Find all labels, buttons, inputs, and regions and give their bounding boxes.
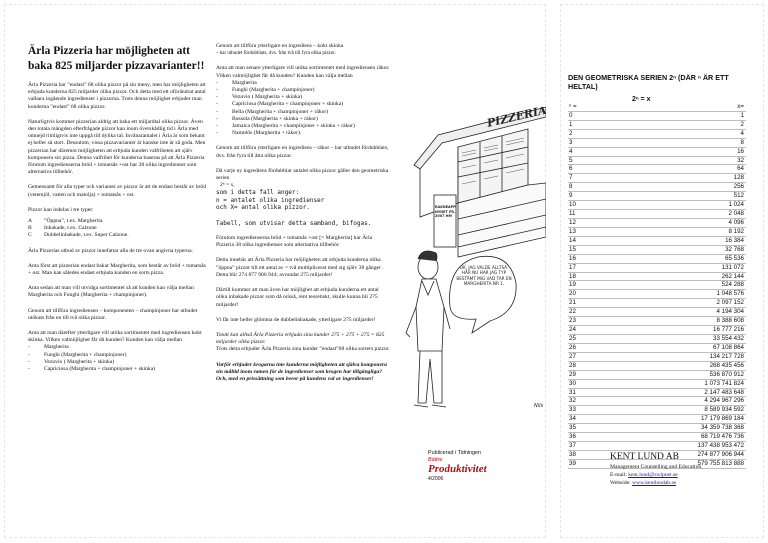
article-title: Ärla Pizzeria har möjligheten att baka 825 miljarder pizzavarianter!! (28, 45, 205, 72)
table-row (568, 353, 746, 362)
table-row (568, 183, 746, 192)
cell-n: 22 (569, 308, 576, 316)
table-row (568, 192, 746, 201)
cell-n: 35 (569, 424, 576, 432)
cell-x: 579 755 813 888 (697, 459, 744, 467)
type-key: C (28, 232, 32, 239)
cell-n: 33 (569, 406, 576, 414)
mono-line-4: Tabell, som utvisar detta samband, bifogas. (216, 219, 372, 227)
col2-p2: Anta att man senare ytterligare vill utöka sortimentet med ingrediensen räkor. Vilken valmöjlighet får då kunden? Kunden kan välja mellan (216, 65, 390, 79)
cell-n: 12 (569, 218, 576, 226)
email-link[interactable]: kent.lund@swipnet.se (628, 472, 678, 478)
cell-n: 31 (569, 388, 576, 396)
table-row (568, 174, 746, 183)
pizza-list-item: - Capriciosa (Margherita + champinjoner + skinka) (216, 101, 391, 108)
cell-x: 268 435 456 (709, 361, 744, 369)
table-row (568, 326, 746, 335)
web-label: Webside: (610, 480, 631, 486)
pub-line-4: 4/2006 (428, 476, 444, 482)
type-key: A (28, 218, 33, 225)
table-row (568, 424, 746, 433)
cell-x: 34 359 738 368 (700, 424, 744, 432)
intro-paragraph: Ärla Pizzeria har ”endast” 68 olika pizzor på sin meny, men har möjligheten att erbjuda kunderna 825 miljarder olika pizzor. Och detta med ett oförändrat antal valbara ingående ingredienser i pizzorna. Trots denna möjlighet erbjuder man kunderna ”endast” 68 olika pizzor. (28, 82, 206, 110)
mono-line-3: och X= antal olika pizzor. (216, 204, 310, 212)
pub-line-1: Publicerad i Tidningen (428, 450, 482, 456)
cell-n: 37 (569, 442, 576, 450)
pub-line-3: Produktivitet (428, 463, 487, 475)
table-row (568, 442, 746, 451)
table-row (568, 264, 746, 273)
cell-x: 524 288 (721, 281, 744, 289)
cell-n: 34 (569, 415, 576, 423)
cell-x: 256 (733, 183, 744, 191)
table-row (568, 371, 746, 380)
pizza-list-item: - Margherita (216, 80, 391, 87)
company-name: KENT LUND AB (610, 452, 679, 462)
speech-bubble-text: OK, JAG VALDE ALLTSÅ. HÄR NU HAR JAG TYP BESTÄMT MIG VAD TAR EN MARGHERITA NR 1. (456, 265, 512, 287)
table-row (568, 121, 746, 130)
cell-x: 4 194 304 (716, 308, 744, 316)
cell-x: 8 (740, 138, 744, 146)
col2-p9: Totalt kan alltså Ärla Pizzeria erbjuda sina kunder 275 + 275 + 275 = 825 miljarder olika pizzor. (216, 331, 385, 346)
col2-p8: Vi får inte heller glömma de dubbelinbakade, ytterligare 275 miljarder! (216, 316, 376, 323)
cell-n: 29 (569, 370, 576, 378)
cell-n: 5 (569, 156, 573, 164)
table-row (568, 246, 746, 255)
company-block (610, 451, 760, 487)
table-row (568, 228, 746, 237)
type-key: B (28, 225, 32, 232)
pizza-list-item: - Funghi (Margherita + champinjoner) (216, 87, 391, 94)
cell-x: 16 777 216 (713, 326, 744, 334)
cartoon-board-text: RÄKNEAPP. NYHET FR. 2007 HM (435, 205, 456, 219)
power-table (568, 103, 746, 469)
pizza-list-item: - Namnlös (Margherita + räkor). (216, 130, 391, 137)
table-row (568, 255, 746, 264)
pizza-list-1 (28, 344, 206, 373)
col2-p3: Genom att tillföra ytterligare en ingrediens – räkor – har utbudet fördubblats, dvs. från fyra till åtta olika pizzor. (216, 145, 389, 159)
cartoon-signature: Nils (534, 403, 544, 409)
cell-n: 10 (569, 201, 576, 209)
website-link[interactable]: www.kentlundab.se (632, 480, 677, 486)
pub-line-2: Bättre (428, 457, 443, 463)
mono-line-1: som i detta fall anger: (216, 189, 300, 197)
type-row (28, 232, 206, 239)
table-row (568, 139, 746, 148)
mono-line-2: n = antalet olika ingredienser (216, 196, 325, 204)
cell-x: 65 536 (725, 254, 744, 262)
series-title: DEN GEOMETRISKA SERIEN 2ⁿ (DÄR ⁿ ÄR ETT HELTAL) (568, 73, 729, 91)
cell-x: 68 719 476 736 (700, 433, 744, 441)
publication-info (428, 450, 548, 483)
pizza-list-item: - Vezuvio ( Margherita + skinka) (216, 94, 391, 101)
cell-x: 8 192 (728, 227, 744, 235)
paragraph-2: Naturligtvis kommer pizzerian aldrig att baka ett miljardtal olika pizzor. Även den totala mängden efterfrågade pizzor kan inom överskådlig tid i Ärla med omnejd rimligtvis inte uppgå till dylika tal. Invånarantalet i Ärla är som bekant ej heller så stort. Dessutom, vissa pizzavarianter är kanske inte är så goda. Men pizzerian har däremot möjligheten att erbjuda kunden valfriheten att själv komponera sin pizza. Denna valfrihet för kunderna baseras på att Ärla Pizzeria förutom ingredienserna bröd + tomatsås +ost har 38 olika ingredienser som alternativa tillbehör. (28, 118, 206, 176)
cell-x: 1 048 576 (716, 290, 744, 298)
cell-x: 16 384 (725, 236, 744, 244)
series-formula: 2ⁿ = x (632, 96, 651, 103)
company-line-1: Management Counselling and Education (610, 464, 702, 470)
types-intro: Pizzor kan indelas i tre typer: (28, 206, 94, 213)
type-text: ”Öppna”, t.ex. Margherita (44, 218, 103, 225)
cell-x: 33 554 432 (713, 334, 744, 342)
cell-x: 16 (737, 147, 744, 155)
cell-x: 274 877 906 944 (697, 450, 744, 458)
paragraph-5: Anta först att pizzerian endast bakar Margherita, som består av bröd + tomatsås + ost. Man kan således endast erbjuda kunden en sorts pizza. (28, 262, 206, 277)
table-row (568, 415, 746, 424)
cell-n: 27 (569, 352, 576, 360)
table-row (568, 165, 746, 174)
cell-x: 1 024 (728, 201, 744, 209)
cell-n: 2 (569, 129, 573, 137)
cell-x: 2 097 152 (716, 299, 744, 307)
cell-n: 13 (569, 227, 576, 235)
table-header (568, 103, 746, 112)
cell-x: 512 (733, 192, 744, 200)
cell-x: 17 179 869 184 (700, 415, 744, 423)
col2-p5: Förutom ingredienserna bröd + tomatsås +ost [= Margherita] har Ärla Pizzeria 38 olika ingredienser som alternativa tillbehör. (216, 235, 373, 249)
col2-p1a: Genom att tillföra ytterligare en ingrediens – kokt skinka (216, 43, 344, 49)
cell-n: 6 (569, 165, 573, 173)
column-middle (216, 43, 391, 383)
cell-x: 4 (740, 129, 744, 137)
table-body (568, 112, 746, 469)
cell-x: 2 (740, 120, 744, 128)
cell-n: 1 (569, 120, 573, 128)
cell-n: 3 (569, 138, 573, 146)
cell-x: 131 072 (721, 263, 744, 271)
pizza-list-item: - Funghi (Margherita + champinjoner) (28, 352, 206, 359)
table-row (568, 112, 746, 121)
email-label: E-mail: (610, 472, 627, 478)
table-row (568, 130, 746, 139)
cell-n: 32 (569, 397, 576, 405)
pizza-list-item: - Capriciosa (Margherita + champinjoner + skinka) (28, 366, 206, 373)
cell-x: 32 (737, 156, 744, 164)
cell-n: 25 (569, 334, 576, 342)
col2-p6: Detta innebär att Ärla Pizzeria har möjligheten att erbjuda kunderna olika ”öppna” pizzor till ett antal av = två multiplicerat med sig själv 38 gånger . Detta blir 274 877 906 944; avrundat 275 miljarder! (216, 257, 384, 278)
cell-n: 4 (569, 147, 573, 155)
cell-n: 21 (569, 299, 576, 307)
type-text: Inbakade, t.ex. Calzone (44, 225, 97, 232)
cell-n: 26 (569, 343, 576, 351)
cell-n: 18 (569, 272, 576, 280)
cell-x: 8 589 934 592 (704, 406, 744, 414)
cell-x: 128 (733, 174, 744, 182)
table-row (568, 389, 746, 398)
cell-n: 11 (569, 210, 576, 218)
cell-n: 16 (569, 254, 576, 262)
paragraph-7: Genom att tillföra ingrediensen – komponenten – champinjoner har utbudet utökats från en till två olika pizzor. (28, 307, 198, 321)
cell-n: 17 (569, 263, 576, 271)
cell-x: 2 048 (728, 210, 744, 218)
cell-x: 536 870 912 (709, 370, 744, 378)
formula-inline: 2ⁿ = x, (220, 182, 235, 189)
col2-p1b: – har utbudet fördubblats, dvs. från två till fyra olika pizzor. (216, 51, 336, 57)
cartoon-drawing (398, 107, 546, 425)
table-row (568, 335, 746, 344)
cell-n: 0 (569, 111, 573, 119)
cell-n: 36 (569, 433, 576, 441)
pizza-list-item: - Margherita (28, 344, 206, 351)
cell-n: 14 (569, 236, 576, 244)
cell-x: 137 438 953 472 (697, 442, 744, 450)
cell-x: 64 (737, 165, 744, 173)
table-row (568, 281, 746, 290)
type-text: Dubbelinbakade, t.ex. Super Calzone. (44, 232, 129, 239)
pizza-list-item: - Bussola (Margherita + skinka + räkor) (216, 116, 391, 123)
cell-n: 38 (569, 450, 576, 458)
column-left (28, 44, 206, 373)
cell-n: 23 (569, 317, 576, 325)
pizza-list-2 (216, 80, 391, 138)
table-row (568, 362, 746, 371)
cell-n: 28 (569, 361, 576, 369)
paragraph-3: Gemensamt för alla typer och varianter av pizzor är att de endast består av bröd (vetemjöl, vatten och matolja) + tomatsås + ost. (28, 184, 206, 198)
cell-x: 67 108 864 (713, 343, 744, 351)
type-row (28, 225, 206, 232)
pizzeria-cartoon (398, 107, 546, 425)
table-row (568, 317, 746, 326)
cell-n: 30 (569, 379, 576, 387)
paragraph-8: Anta att man därefter ytterligare vill utöka sortimentet med ingrediensen kokt skinka. Vilken valmöjlighet får då kunden? Kunden kan välja mellan (28, 330, 202, 344)
paragraph-6: Anta sedan att man vill utvidga sortimentet så att kunden kan välja mellan Margherita och Funghi (Margherita + champinjoner). (28, 285, 194, 299)
cell-n: 20 (569, 290, 576, 298)
table-row (568, 210, 746, 219)
cell-x: 32 768 (725, 245, 744, 253)
cell-x: 4 294 967 296 (704, 397, 744, 405)
pizza-list-item: - Jamaica (Margherita + champinjoner + skinka + räkor) (216, 123, 391, 130)
table-row (568, 406, 746, 415)
table-row (568, 237, 746, 246)
table-row (568, 344, 746, 353)
table-row (568, 201, 746, 210)
table-row (568, 397, 746, 406)
cell-x: 8 388 608 (716, 317, 744, 325)
table-row (568, 308, 746, 317)
types-list (28, 218, 206, 240)
cell-n: 7 (569, 174, 573, 182)
cell-x: 2 147 483 648 (704, 388, 744, 396)
table-row (568, 273, 746, 282)
cell-n: 19 (569, 281, 576, 289)
table-row (568, 157, 746, 166)
table-row (568, 290, 746, 299)
table-row (568, 433, 746, 442)
cell-n: 9 (569, 192, 573, 200)
cell-n: 15 (569, 245, 576, 253)
footer-question: Varför erbjuder krogarna inte kunderna möjligheten att själva komponera sin måltid inom ramen för de ingredienser som krogen har tillgängliga? Och, med en prissättning som beror på kundens val av ingredienser! (216, 361, 387, 382)
header-n: ⁿ = (569, 103, 577, 110)
header-x: x= (737, 103, 744, 110)
cell-x: 1 073 741 824 (704, 379, 744, 387)
cell-x: 4 096 (728, 218, 744, 226)
pizza-list-item: - Bella (Margherita + champinjoner + räkor) (216, 109, 391, 116)
table-row (568, 219, 746, 228)
type-row (28, 218, 206, 225)
table-row (568, 148, 746, 157)
cell-n: 8 (569, 183, 573, 191)
cell-n: 24 (569, 326, 576, 334)
pizza-list-item: - Vezuvio ( Margherita + skinka) (28, 359, 206, 366)
cell-x: 134 217 728 (709, 352, 744, 360)
table-row (568, 380, 746, 389)
cell-x: 1 (740, 111, 744, 119)
col2-p4: Då varje ny ingrediens fördubblar antalet olika pizzor gäller den geometriska serien (216, 167, 389, 182)
cartoon-sign: PIZZERIA (485, 107, 546, 130)
col2-p10: Trots detta erbjuder Ärla Pizzeria sina kunder ”endast”68 olika sorters pizzor. (216, 346, 390, 353)
table-row (568, 299, 746, 308)
cell-x: 262 144 (721, 272, 744, 280)
cell-n: 39 (569, 459, 576, 467)
paragraph-4: Ärla Pizzerias utbud av pizzor innefattar alla de tre ovan angivna typerna. (28, 247, 193, 254)
col2-p7: Därtill kommer att man även har möjlighet att erbjuda kunderna ett antal olika inbakade pizzor som då också, rent teoretiskt, skulle kunna bli 275 miljarder! (216, 287, 379, 308)
